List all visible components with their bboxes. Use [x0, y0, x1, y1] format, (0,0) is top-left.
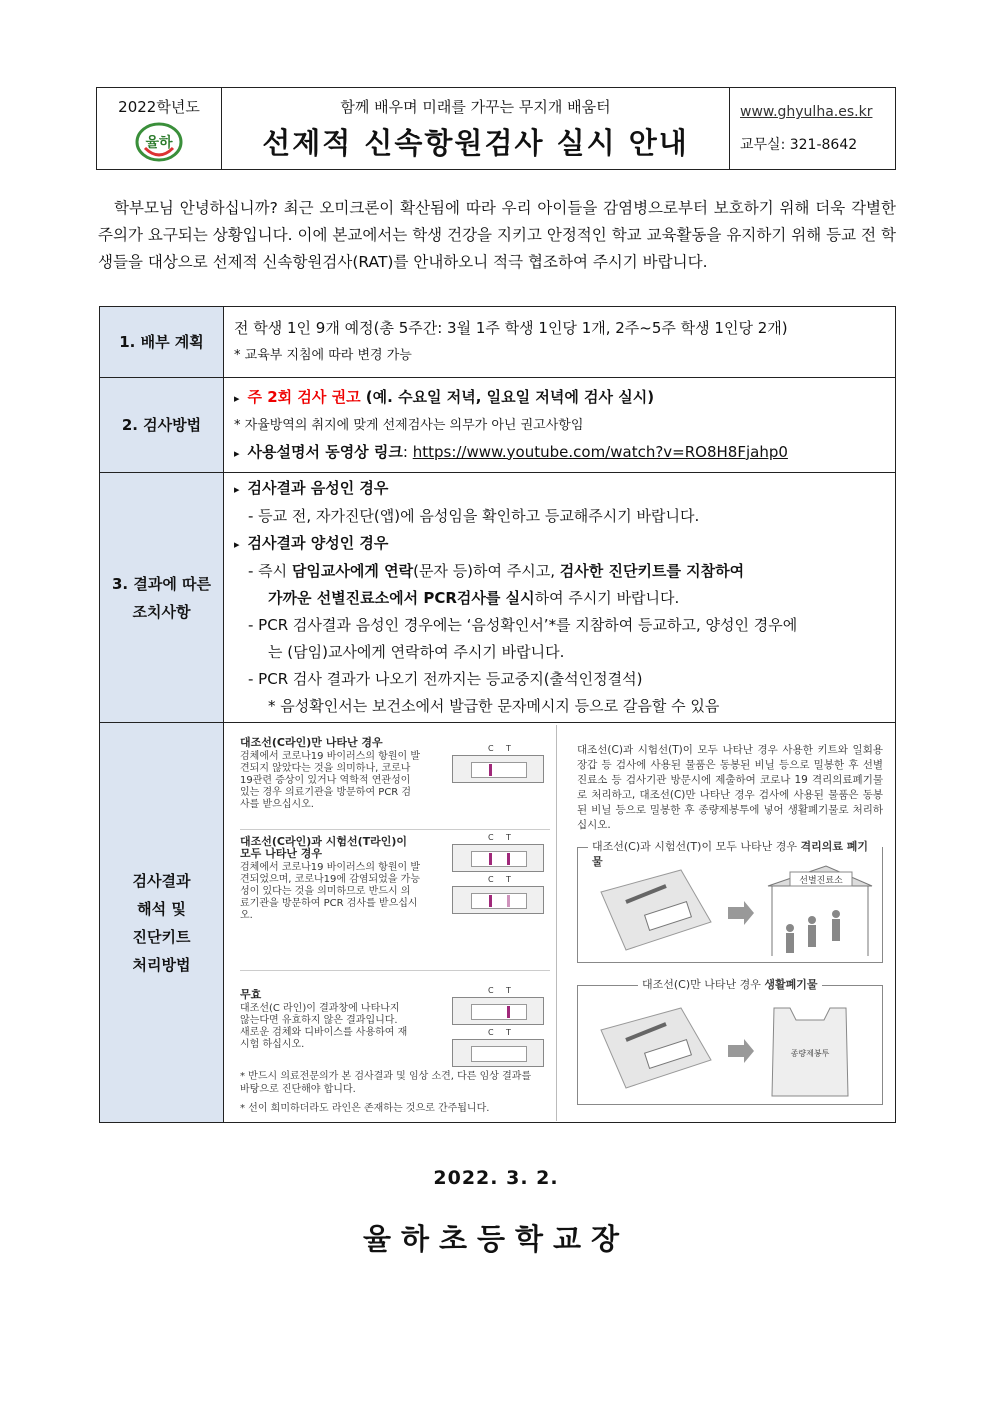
- test-schedule-example: (예. 수요일 저녁, 일요일 저녁에 검사 실시): [360, 387, 655, 406]
- label-distribution: 1. 배부 계획: [100, 307, 224, 378]
- interpretation-notes: [240, 1070, 540, 1115]
- label-actions-line2: 조치사항: [132, 602, 191, 621]
- kit-c-label: C: [488, 1027, 494, 1037]
- ct-kits: [452, 830, 544, 914]
- c-only-block: [240, 737, 550, 823]
- note-faint-line: * 선이 희미하더라도 라인은 존재하는 것으로 간주됩니다.: [240, 1102, 490, 1114]
- voluntary-note: * 자율방역의 취지에 맞게 선제검사는 의무가 아닌 권고사항임: [234, 417, 584, 433]
- pos-a1: - 즉시: [248, 562, 292, 580]
- content-actions: [224, 473, 896, 723]
- bring-kit-text: 검사한 진단키트를 지참하여: [559, 562, 745, 580]
- content-distribution: [224, 307, 896, 378]
- arrow-icon: [728, 1039, 754, 1063]
- pcr-positive-instruction: 는 (담임)교사에게 연락하여 주시기 바랍니다.: [268, 643, 565, 661]
- pos-b2: 하여 주시기 바랍니다.: [534, 589, 680, 607]
- c-only-text: 검체에서 코로나19 바이러스의 항원이 발견되지 않았다는 것을 의미하나, 코로나 19관련 증상이 있거나 역학적 연관성이 있는 경우 의료기관을 방문하여 PCR 검사를 받으십시오.: [240, 750, 420, 810]
- video-link-label: 사용설명서 동영상 링크: [247, 442, 403, 461]
- kit-t-label: T: [506, 1027, 511, 1037]
- row-actions: [100, 473, 896, 723]
- office-phone: 교무실: 321-8642: [740, 137, 858, 153]
- school-logo-icon: [135, 122, 183, 162]
- test-line-faint: [507, 895, 510, 907]
- kit-c-label: C: [488, 743, 494, 753]
- cap1a: 대조선(C)과 시험선(T)이 모두 나타난 경우: [592, 839, 801, 853]
- positive-title-text: 검사결과 양성인 경우: [247, 534, 389, 552]
- content-interpretation: [224, 723, 896, 1123]
- label-interp-line1: 검사결과: [132, 871, 191, 890]
- pcr-test-text: 가까운 선별진료소에서 PCR검사를 실시: [268, 589, 535, 607]
- kit-t-label: T: [506, 743, 511, 753]
- test-kit-ct-faint: [452, 874, 544, 914]
- disposal-guide-panel: [557, 725, 895, 1121]
- test-kit-c-only: [452, 743, 544, 783]
- test-line: [507, 1006, 510, 1018]
- label-interpretation: [100, 723, 224, 1123]
- disposal-text: 대조선(C)과 시험선(T)이 모두 나타난 경우 사용한 키트와 일회용 장갑 등 검사에 사용된 물품은 동봉된 비닐 등으로 밀봉한 후 선별진료소 등 검사기관 방문시에 제출하여 코로나 19 격리의료폐기물로 처리하고, 대조선(C)만 나타난 경우 검사에 사용된 물품은 동봉된 비닐 등으로 밀봉한 후 종량제봉투에 넣어 생활폐기물로 처리하십시오.: [577, 743, 883, 831]
- test-kit-t-only: [452, 985, 544, 1025]
- result-guide-panel: [224, 725, 557, 1121]
- sealed-bag-icon: [601, 1008, 711, 1088]
- header-right-cell: [730, 88, 895, 169]
- negative-title: [234, 475, 885, 503]
- kit-c-label: C: [488, 985, 494, 995]
- bullet-triangle-icon: ▸: [234, 538, 240, 551]
- bullet-triangle-icon: ▸: [234, 483, 240, 496]
- document-title: 선제적 신속항원검사 실시 안내: [262, 126, 689, 160]
- label-test-method: 2. 검사방법: [100, 378, 224, 473]
- video-link-colon: :: [402, 442, 413, 461]
- row-test-method: [100, 378, 896, 473]
- ct-block: [240, 832, 550, 964]
- school-website-link[interactable]: www.ghyulha.es.kr: [740, 104, 873, 120]
- label-interp-line4: 처리방법: [132, 955, 191, 974]
- positive-instruction-2: [234, 585, 885, 612]
- invalid-kits: [452, 983, 544, 1067]
- kit-t-label: T: [506, 874, 511, 884]
- twice-weekly-text: 주 2회 검사 권고: [247, 387, 361, 406]
- positive-instruction-1: [234, 558, 885, 585]
- school-suspension-note: - PCR 검사 결과가 나오기 전까지는 등교중지(출석인정결석): [248, 670, 643, 688]
- ct-title: 대조선(C라인)과 시험선(T라인)이 모두 나타난 경우: [240, 834, 408, 860]
- document-date: 2022. 3. 2.: [433, 1167, 559, 1189]
- tent-label: 선별진료소: [799, 875, 843, 886]
- sealed-bag-icon: [601, 870, 711, 950]
- interpretation-figure: [224, 725, 895, 1121]
- test-kit-ct-strong: [452, 832, 544, 872]
- control-line: [489, 853, 492, 865]
- distribution-plan: 전 학생 1인 9개 예정(총 5주간: 3월 1주 학생 1인당 1개, 2주~5주 학생 1인당 2개): [234, 319, 788, 337]
- pos-a3: (문자 등)하여 주시고,: [413, 562, 560, 580]
- negative-certificate-note: * 음성확인서는 보건소에서 발급한 문자메시지 등으로 갈음할 수 있음: [268, 697, 720, 715]
- kit-t-label: T: [506, 985, 511, 995]
- person-icon: [832, 919, 840, 941]
- cap1b: 격리의료 폐기물: [592, 839, 869, 868]
- intro-text: 학부모님 안녕하십니까? 최근 오미크론이 확산됨에 따라 우리 아이들을 감염병으로부터 보호하기 위해 더욱 각별한 주의가 요구되는 상황입니다. 이에 본교에서는 학생 건강을 지키고 안정적인 학교 교육활동을 유지하기 위해 등교 전 학생들을 대상으로 선제적 신속항원검사(RAT)를 안내하오니 적극 협조하여 주시기 바랍니다.: [98, 199, 896, 271]
- row-distribution: [100, 307, 896, 378]
- person-icon: [808, 925, 816, 947]
- header-left-cell: [97, 88, 222, 169]
- negative-title-text: 검사결과 음성인 경우: [247, 479, 389, 497]
- note-doctor: * 반드시 의료전문의가 본 검사결과 및 임상 소견, 다른 임상 결과를 바탕으로 진단해야 합니다.: [240, 1070, 532, 1095]
- c-only-kit: [452, 741, 544, 783]
- cap2a: 대조선(C)만 나타난 경우: [642, 977, 765, 991]
- video-link[interactable]: https://www.youtube.com/watch?v=RO8H8Fjahp0: [412, 442, 788, 461]
- bullet-triangle-icon: ▸: [234, 391, 240, 405]
- school-slogan: 함께 배우며 미래를 가꾸는 무지개 배움터: [340, 98, 611, 116]
- control-line: [489, 764, 492, 776]
- intro-paragraph: [98, 195, 896, 276]
- content-test-method: [224, 378, 896, 473]
- principal-signature: 율하초등학교장: [362, 1222, 630, 1256]
- video-link-line: [234, 439, 885, 467]
- general-waste-box: [577, 977, 883, 1105]
- test-line: [507, 853, 510, 865]
- pcr-negative-instruction: - PCR 검사결과 음성인 경우에는 ‘음성확인서’*를 지참하여 등교하고, 양성인 경우에: [248, 616, 798, 634]
- control-line: [489, 895, 492, 907]
- positive-title: [234, 530, 885, 558]
- label-interp-line3: 진단키트: [132, 927, 191, 946]
- invalid-title: 무효: [240, 987, 262, 1001]
- c-only-title: 대조선(C라인)만 나타난 경우: [240, 735, 383, 749]
- distribution-note: * 교육부 지침에 따라 변경 가능: [234, 348, 412, 363]
- arrow-icon: [728, 901, 754, 925]
- info-table: [99, 306, 896, 1123]
- medical-waste-illustration: [586, 852, 886, 962]
- test-recommendation: [234, 384, 885, 412]
- header-middle-cell: [222, 88, 730, 169]
- medical-waste-box: [577, 839, 883, 963]
- person-icon: [786, 933, 794, 953]
- invalid-text: 대조선(C 라인)이 결과창에 나타나지 않는다면 유효하지 않은 결과입니다. 새로운 검체와 디바이스를 사용하여 재시험 하십시오.: [240, 1002, 408, 1050]
- contact-teacher-text: 담임교사에게 연락: [291, 562, 414, 580]
- trash-bag-label: 종량제봉투: [790, 1048, 830, 1058]
- cap2b: 생활폐기물: [764, 977, 818, 991]
- ct-text: 검체에서 코로나19 바이러스의 항원이 발견되었으며, 코로나19에 감염되었을 가능성이 있다는 것을 의미하므로 반드시 의료기관을 방문하여 PCR 검사를 받으십시오.: [240, 861, 420, 921]
- kit-c-label: C: [488, 832, 494, 842]
- test-kit-none: [452, 1027, 544, 1067]
- bullet-triangle-icon: ▸: [234, 446, 240, 460]
- document-header: [96, 87, 896, 170]
- label-actions-line1: 3. 결과에 따른: [111, 574, 212, 593]
- general-waste-illustration: [586, 990, 886, 1102]
- negative-instruction: - 등교 전, 자가진단(앱)에 음성임을 확인하고 등교해주시기 바랍니다.: [248, 507, 700, 525]
- kit-t-label: T: [506, 832, 511, 842]
- kit-c-label: C: [488, 874, 494, 884]
- label-actions: [100, 473, 224, 723]
- row-interpretation: [100, 723, 896, 1123]
- school-year: 2022학년도: [118, 98, 200, 116]
- label-interp-line2: 해석 및: [137, 899, 186, 918]
- logo-text: 율하: [145, 135, 173, 151]
